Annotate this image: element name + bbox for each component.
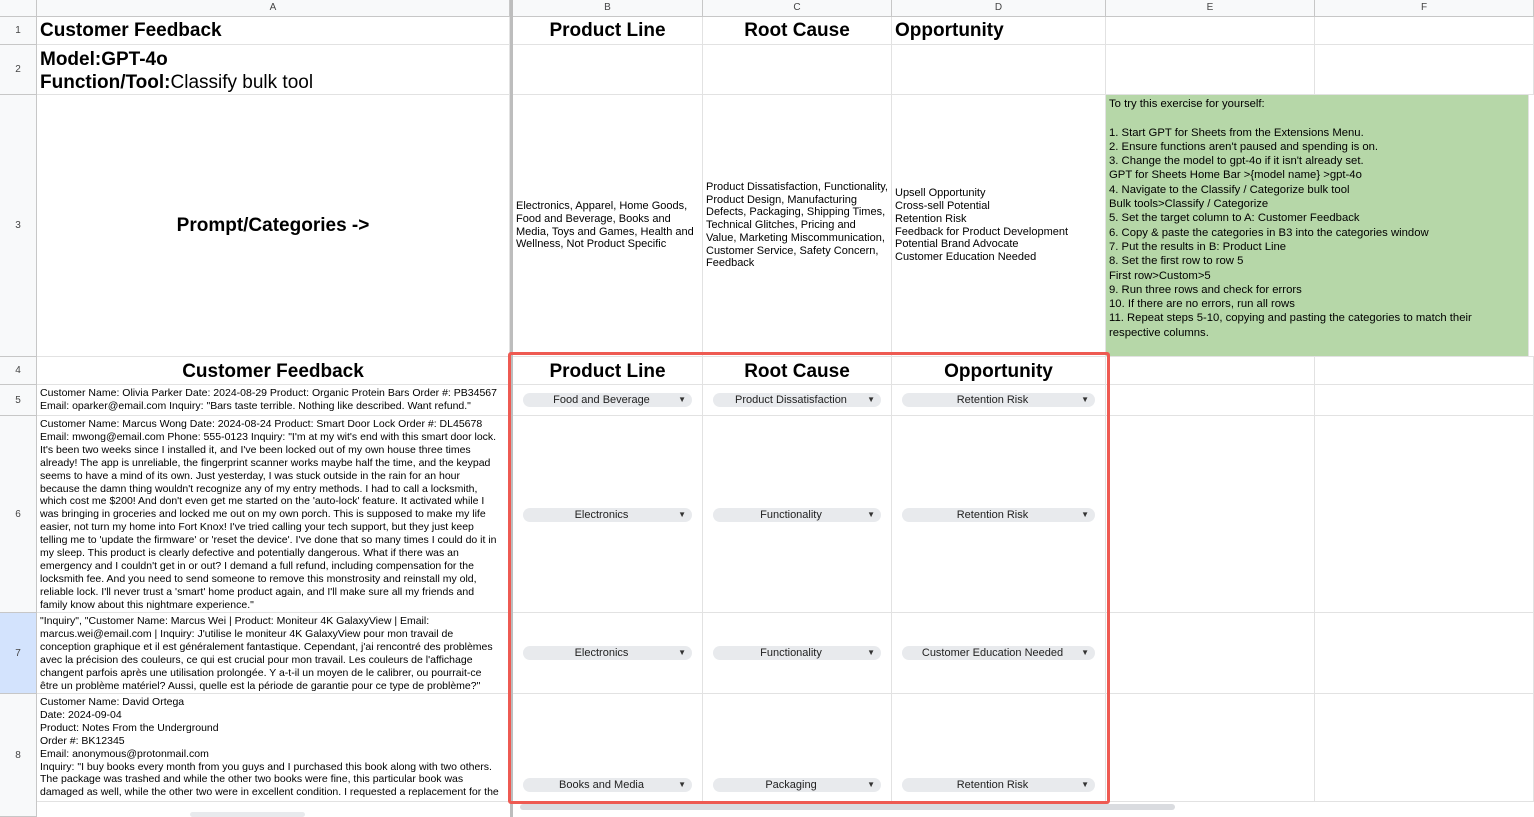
cell-a2[interactable]: [37, 45, 510, 95]
cell-f5[interactable]: [1315, 385, 1534, 416]
dropdown-value: Electronics: [574, 509, 629, 521]
cell-a8[interactable]: [37, 694, 510, 802]
dropdown-value: Retention Risk: [956, 509, 1029, 521]
instruction-line: 3. Change the model to gpt-4o if it isn't already set.: [1109, 155, 1364, 168]
column-header-c[interactable]: C: [703, 0, 892, 17]
opportunity-category: Retention Risk: [895, 212, 967, 225]
instruction-line: 2. Ensure functions aren't paused and spending is on.: [1109, 140, 1379, 153]
frozen-horizontal-scrollbar[interactable]: [190, 812, 305, 817]
row-header-5[interactable]: 5: [0, 385, 37, 416]
cell-e5[interactable]: [1106, 385, 1315, 416]
dropdown-arrow-icon: ▼: [1081, 395, 1089, 404]
product-line-dropdown[interactable]: [523, 646, 692, 660]
feedback-line: Email: anonymous@protonmail.com: [40, 747, 209, 760]
row-header-1[interactable]: 1: [0, 17, 37, 45]
opportunity-dropdown[interactable]: [902, 508, 1095, 522]
dropdown-value: Functionality: [760, 647, 822, 659]
function-value: Classify bulk tool: [170, 72, 314, 93]
cell-e7[interactable]: [1106, 613, 1315, 694]
cell-c1[interactable]: Root Cause: [703, 17, 892, 45]
feedback-line: avec la précision des couleurs, ce qui est crucial pour mon travail. Les couleurs de l'affichage: [40, 653, 473, 666]
dropdown-arrow-icon: ▼: [678, 648, 686, 657]
cell-d5[interactable]: [892, 385, 1106, 416]
horizontal-scrollbar[interactable]: [520, 804, 1175, 810]
row-header-3[interactable]: 3: [0, 95, 37, 357]
cell-b4[interactable]: Product Line: [513, 357, 703, 385]
cell-d6[interactable]: [892, 416, 1106, 613]
cell-a7[interactable]: [37, 613, 510, 694]
feedback-line: was bringing in groceries and locked me out on my own porch. This is supposed to make my life: [40, 508, 486, 521]
dropdown-arrow-icon: ▼: [1081, 780, 1089, 789]
cell-f2[interactable]: [1315, 45, 1534, 95]
feedback-line: already! The app is unreliable, the fingerprint scanner works maybe half the time, and the keypad: [40, 456, 491, 469]
feedback-line: Order #: BK12345: [40, 734, 125, 747]
cell-e6[interactable]: [1106, 416, 1315, 613]
cell-e1[interactable]: [1106, 17, 1315, 45]
feedback-line: reliable lock. I'll never trust a 'smart' home product again, and I'll make sure all my friends and: [40, 585, 475, 598]
opportunity-dropdown[interactable]: [902, 646, 1095, 660]
dropdown-value: Books and Media: [559, 779, 644, 791]
cell-f1[interactable]: [1315, 17, 1534, 45]
cell-d2[interactable]: [892, 45, 1106, 95]
cell-d1[interactable]: Opportunity: [892, 17, 1106, 45]
opportunity-category: Feedback for Product Development: [895, 225, 1069, 238]
instruction-line: 10. If there are no errors, run all rows: [1109, 298, 1295, 311]
cell-c6[interactable]: [703, 416, 892, 613]
cell-b3[interactable]: [513, 95, 703, 357]
dropdown-value: Retention Risk: [956, 779, 1029, 791]
root-cause-categories: Product Dissatisfaction, Functionality, Product Design, Manufacturing Defects, Packaging, Shipping Times, Technical Glitches, Pricing and Value, Marketing Miscommunication, Customer Service, Safety Concern, Feedback: [706, 181, 888, 270]
feedback-line: "Inquiry", "Customer Name: Marcus Wei | Product: Moniteur 4K GalaxyView | Email:: [40, 615, 430, 627]
feedback-line: damaged as well, while the other two were in excellent condition. I requested a replacement for the: [40, 786, 499, 799]
cell-c2[interactable]: [703, 45, 892, 95]
cell-d7[interactable]: [892, 613, 1106, 694]
dropdown-arrow-icon: ▼: [867, 510, 875, 519]
column-header-e[interactable]: E: [1106, 0, 1315, 17]
dropdown-arrow-icon: ▼: [867, 780, 875, 789]
cell-c5[interactable]: [703, 385, 892, 416]
product-line-categories: Electronics, Apparel, Home Goods, Food and Beverage, Books and Media, Toys and Games, Health and Wellness, Not Product Specific: [516, 200, 694, 251]
cell-a5[interactable]: [37, 385, 510, 416]
feedback-line: locksmith fee. And you need to send someone to remove this monstrosity and reinstall my old,: [40, 572, 477, 585]
model-value: GPT-4o: [101, 49, 168, 70]
instruction-line: First row>Custom>5: [1109, 269, 1211, 282]
feedback-line: The package was trashed and while the other two books were fine, this particular book was: [40, 773, 464, 786]
dropdown-value: Packaging: [765, 779, 817, 791]
root-cause-dropdown[interactable]: [713, 646, 881, 660]
opportunity-category: Potential Brand Advocate: [895, 238, 1019, 251]
feedback-line: family know about this nightmare experience.": [40, 598, 254, 611]
feedback-line: Customer Name: David Ortega: [40, 696, 185, 708]
feedback-line: Customer Name: Olivia Parker Date: 2024-08-29 Product: Organic Protein Bars Order #: PB34567: [40, 387, 497, 399]
feedback-line: which cost me $200! And don't even get me started on the 'auto-lock' feature. It activated while I: [40, 495, 485, 508]
dropdown-value: Functionality: [760, 509, 822, 521]
product-line-dropdown[interactable]: [523, 778, 692, 792]
select-all-corner[interactable]: [0, 0, 37, 17]
instruction-line: 4. Navigate to the Classify / Categorize bulk tool: [1109, 183, 1350, 196]
cell-c4[interactable]: Root Cause: [703, 357, 892, 385]
dropdown-arrow-icon: ▼: [1081, 510, 1089, 519]
cell-b6[interactable]: [513, 416, 703, 613]
feedback-line: telling me to 'update the firmware' or 'reset the device'. I've done that so many times I could do it in: [40, 534, 497, 547]
feedback-line: my sleep. This product is clearly defective and potentially dangerous. What if there was an: [40, 547, 459, 560]
model-label: Model:: [40, 49, 102, 70]
feedback-line: Email: oparker@email.com Inquiry: "Bars taste terrible. Nothing like described. Want refund.": [40, 399, 471, 412]
feedback-line: être un problème matériel? Aussi, quelle est la période de garantie pour ce type de problème?": [40, 679, 481, 692]
instruction-line: GPT for Sheets Home Bar >{model name} >gpt-4o: [1109, 169, 1362, 182]
dropdown-arrow-icon: ▼: [867, 648, 875, 657]
cell-f7[interactable]: [1315, 613, 1534, 694]
cell-e8[interactable]: [1106, 694, 1315, 802]
cell-f4[interactable]: [1315, 357, 1534, 385]
feedback-line: changent parfois après une utilisation prolongée. Y a-t-il un moyen de le calibrer, ou pourrait-ce: [40, 666, 482, 679]
opportunity-category: Cross-sell Potential: [895, 200, 990, 213]
feedback-line: Inquiry: "I buy books every month from you guys and I purchased this book along with two others.: [40, 760, 492, 773]
opportunity-categories: [895, 187, 1068, 263]
feedback-line: seems to have a mind of its own. Just yesterday, I was stuck outside in the rain for an hour: [40, 469, 461, 482]
opportunity-dropdown[interactable]: [902, 393, 1095, 407]
root-cause-dropdown[interactable]: [713, 508, 881, 522]
feedback-line: conception graphique et il est généralement fantastique. Cependant, j'ai rencontré des problèmes: [40, 640, 493, 653]
instruction-line: 9. Run three rows and check for errors: [1109, 283, 1302, 296]
opportunity-category: Upsell Opportunity: [895, 187, 986, 200]
feedback-line: Email: mwong@email.com Phone: 555-0123 Inquiry: "I'm at my wit's end with this smart door lock.: [40, 430, 497, 443]
cell-c3[interactable]: [703, 95, 892, 357]
feedback-line: easier, not turn my home into Fort Knox! I've tried calling your tech support, but they just keep: [40, 521, 474, 534]
cell-b7[interactable]: [513, 613, 703, 694]
product-line-dropdown[interactable]: [523, 393, 692, 407]
instruction-line: To try this exercise for yourself:: [1109, 98, 1265, 110]
dropdown-arrow-icon: ▼: [867, 395, 875, 404]
cell-c7[interactable]: [703, 613, 892, 694]
row-header-8[interactable]: 8: [0, 694, 37, 817]
cell-b1[interactable]: Product Line: [513, 17, 703, 45]
product-line-dropdown[interactable]: [523, 508, 692, 522]
instructions-cell-e3[interactable]: [1106, 95, 1529, 357]
cell-b8[interactable]: [513, 694, 703, 802]
cell-a3[interactable]: Prompt/Categories ->: [37, 95, 510, 357]
dropdown-value: Food and Beverage: [553, 394, 650, 406]
feedback-line: Date: 2024-09-04: [40, 708, 122, 721]
cell-e4[interactable]: [1106, 357, 1315, 385]
row-header-2[interactable]: 2: [0, 45, 37, 95]
instruction-line: 6. Copy & paste the categories in B3 into the categories window: [1109, 226, 1429, 239]
cell-c8[interactable]: [703, 694, 892, 802]
feedback-line: Customer Name: Marcus Wong Date: 2024-08-24 Product: Smart Door Lock Order #: DL45678: [40, 418, 483, 430]
column-header-f[interactable]: F: [1315, 0, 1534, 17]
cell-d8[interactable]: [892, 694, 1106, 802]
instruction-line: 1. Start GPT for Sheets from the Extensions Menu.: [1109, 126, 1364, 139]
opportunity-category: Customer Education Needed: [895, 250, 1037, 263]
opportunity-dropdown[interactable]: [902, 778, 1095, 792]
cell-b2[interactable]: [513, 45, 703, 95]
column-header-a[interactable]: A: [37, 0, 510, 17]
instruction-line: 7. Put the results in B: Product Line: [1109, 240, 1287, 253]
dropdown-arrow-icon: ▼: [678, 510, 686, 519]
row-header-7[interactable]: 7: [0, 613, 37, 694]
column-header-d[interactable]: D: [892, 0, 1106, 17]
instruction-line: Bulk tools>Classify / Categorize: [1109, 198, 1269, 211]
instruction-line: 5. Set the target column to A: Customer Feedback: [1109, 212, 1360, 225]
dropdown-value: Retention Risk: [956, 394, 1029, 406]
cell-b5[interactable]: [513, 385, 703, 416]
feedback-line: marcus.wei@email.com | Inquiry: J'utilise le moniteur 4K GalaxyView pour mon travail de: [40, 627, 454, 640]
cell-a6[interactable]: [37, 416, 510, 613]
feedback-line: It's been two weeks since I installed it, and I've been locked out of my own house three times: [40, 443, 471, 456]
instruction-line: [1109, 111, 1525, 125]
row-header-4[interactable]: 4: [0, 357, 37, 385]
column-header-b[interactable]: B: [513, 0, 703, 17]
cell-f8[interactable]: [1315, 694, 1534, 802]
instruction-line: 11. Repeat steps 5-10, copying and pasting the categories to match their respective columns.: [1109, 312, 1472, 339]
cell-a4[interactable]: Customer Feedback: [37, 357, 510, 385]
dropdown-arrow-icon: ▼: [678, 395, 686, 404]
row-header-6[interactable]: 6: [0, 416, 37, 613]
cell-f3-edge: [1529, 95, 1534, 357]
feedback-line: because the damn thing wouldn't recognize any of my entry methods. I had to call a locksmith,: [40, 482, 478, 495]
root-cause-dropdown[interactable]: [713, 778, 881, 792]
cell-e2[interactable]: [1106, 45, 1315, 95]
frozen-column-divider[interactable]: [510, 0, 513, 817]
feedback-line: Product: Notes From the Underground: [40, 721, 219, 734]
function-label: Function/Tool:: [40, 72, 171, 93]
root-cause-dropdown[interactable]: [713, 393, 881, 407]
cell-d4[interactable]: Opportunity: [892, 357, 1106, 385]
dropdown-arrow-icon: ▼: [678, 780, 686, 789]
dropdown-value: Electronics: [574, 647, 629, 659]
dropdown-arrow-icon: ▼: [1081, 648, 1089, 657]
feedback-line: emergency and I couldn't get in or out? I demand a full refund, including compensation for the: [40, 559, 474, 572]
cell-d3[interactable]: [892, 95, 1106, 357]
instruction-line: 8. Set the first row to row 5: [1109, 255, 1244, 268]
dropdown-value: Customer Education Needed: [921, 647, 1064, 659]
dropdown-value: Product Dissatisfaction: [735, 394, 847, 406]
cell-a1[interactable]: Customer Feedback: [37, 17, 510, 45]
cell-f6[interactable]: [1315, 416, 1534, 613]
